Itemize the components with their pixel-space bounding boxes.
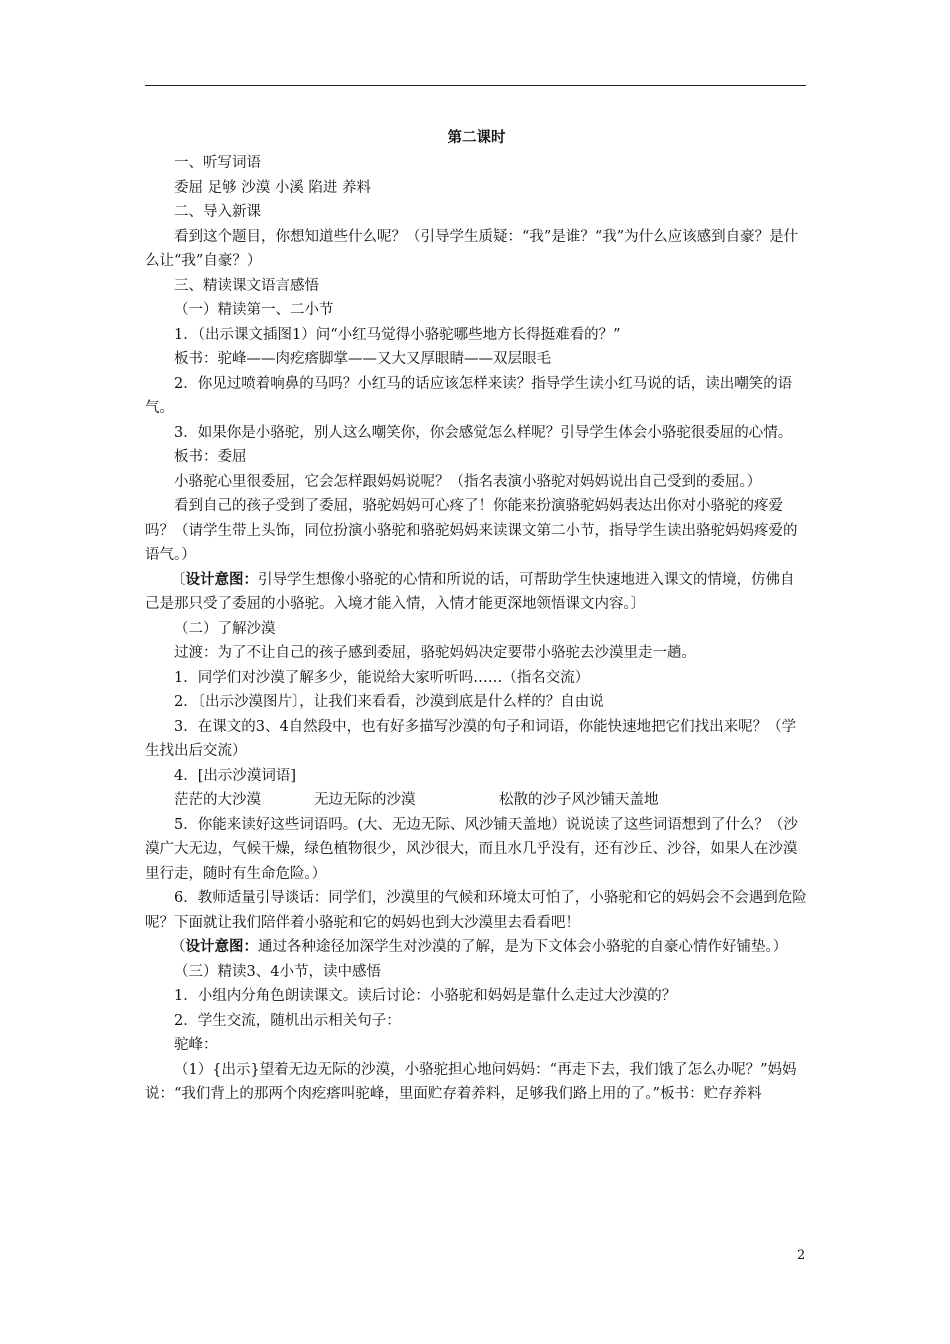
header-rule bbox=[145, 85, 806, 86]
section-heading: 二、导入新课 bbox=[174, 204, 261, 220]
board-note: 板书：委屈 bbox=[174, 449, 247, 465]
paragraph: 过渡：为了不让自己的孩子感到委屈，骆驼妈妈决定要带小骆驼去沙漠里走一趟。 bbox=[174, 645, 696, 661]
intent-text: 通过各种途径加深学生对沙漠的了解，是为下文体会小骆驼的自豪心情作好铺垫。） bbox=[258, 939, 788, 955]
paragraph: 2．你见过喷着响鼻的马吗？小红马的话应该怎样来读？指导学生读小红马说的话，读出嘲笑的语气。 bbox=[145, 375, 793, 416]
paragraph: 2．〔出示沙漠图片〕，让我们来看看，沙漠到底是什么样的？自由说 bbox=[174, 694, 604, 710]
section-heading: 三、精读课文语言感悟 bbox=[174, 277, 319, 294]
dictation-words: 委屈 足够 沙漠 小溪 陷进 养料 bbox=[174, 179, 372, 196]
paragraph: 看到自己的孩子受到了委屈，骆驼妈妈可心疼了！你能来扮演骆驼妈妈表达出你对小骆驼的疼爱吗？（请学生带上头饰，同位扮演小骆驼和骆驼妈妈来读课文第二小节，指导学生读出骆驼妈妈疼爱的语气。） bbox=[145, 498, 798, 563]
paragraph: 驼峰： bbox=[174, 1037, 218, 1053]
intent-label: 设计意图： bbox=[185, 570, 258, 588]
desert-words bbox=[145, 788, 808, 813]
subsection-heading: （一）精读第一、二小节 bbox=[174, 302, 334, 318]
design-intent-note bbox=[145, 935, 808, 960]
desert-word: 茫茫的大沙漠 bbox=[174, 792, 261, 808]
paragraph: 3．在课文的3、4自然段中，也有好多描写沙漠的句子和词语，你能快速地把它们找出来呢？（学生找出后交流） bbox=[145, 718, 797, 759]
paragraph: 小骆驼心里很委屈，它会怎样跟妈妈说呢？（指名表演小骆驼对妈妈说出自己受到的委屈。） bbox=[174, 473, 762, 490]
paragraph: 1．小组内分角色朗读课文。读后讨论：小骆驼和妈妈是靠什么走过大沙漠的？ bbox=[174, 988, 677, 1004]
paragraph: 3．如果你是小骆驼，别人这么嘲笑你，你会感觉怎么样呢？引导学生体会小骆驼很委屈的心情。 bbox=[174, 424, 793, 441]
desert-word: 松散的沙子风沙铺天盖地 bbox=[499, 792, 659, 808]
document-body bbox=[145, 125, 808, 1107]
design-intent-note bbox=[145, 568, 808, 617]
intent-bracket: 〔 bbox=[171, 571, 186, 588]
lesson-title: 第二课时 bbox=[447, 129, 506, 146]
paragraph: 1．同学们对沙漠了解多少，能说给大家听听吗……（指名交流） bbox=[174, 669, 590, 686]
paragraph: 1．（出示课文插图1）问“小红马觉得小骆驼哪些地方长得挺难看的？” bbox=[174, 326, 621, 343]
paragraph: 6．教师适量引导谈话：同学们，沙漠里的气候和环境太可怕了，小骆驼和它的妈妈会不会遇到危险呢？下面就让我们陪伴着小骆驼和它的妈妈也到大沙漠里去看看吧！ bbox=[145, 890, 807, 931]
page-number: 2 bbox=[797, 1248, 806, 1263]
subsection-heading: （二）了解沙漠 bbox=[174, 620, 276, 637]
board-note: 板书：驼峰——肉疙瘩脚掌——又大又厚眼睛——双层眼毛 bbox=[174, 351, 551, 367]
desert-word: 无边无际的沙漠 bbox=[314, 792, 416, 808]
paragraph: （1）{出示}望着无边无际的沙漠，小骆驼担心地问妈妈：“再走下去，我们饿了怎么办呢？”妈妈说：“我们背上的那两个肉疙瘩叫驼峰，里面贮存着养料，足够我们路上用的了。”板书：贮存养料 bbox=[145, 1061, 797, 1102]
paragraph: 2．学生交流，随机出示相关句子： bbox=[174, 1012, 401, 1029]
paragraph: 5．你能来读好这些词语吗。(大、无边无际、风沙铺天盖地）说说读了这些词语想到了什么？（沙漠广大无边，气候干燥，绿色植物很少，风沙很大，而且水几乎没有，还有沙丘、沙谷，如果人在沙漠里行走，随时有生命危险。） bbox=[145, 816, 798, 882]
intent-text: 引导学生想像小骆驼的心情和所说的话，可帮助学生快速地进入课文的情境，仿佛自己是那只受了委屈的小骆驼。入境才能入情，入情才能更深地领悟课文内容。〕 bbox=[145, 571, 795, 612]
paragraph: 4．[出示沙漠词语] bbox=[174, 767, 297, 784]
intent-label: 设计意图： bbox=[185, 938, 258, 955]
subsection-heading: （三）精读3、4小节，读中感悟 bbox=[174, 963, 381, 980]
paragraph: 看到这个题目，你想知道些什么呢？（引导学生质疑：“我”是谁？“我”为什么应该感到自豪？是什么让“我”自豪？） bbox=[145, 228, 799, 269]
section-heading: 一、听写词语 bbox=[174, 155, 261, 171]
intent-bracket: （ bbox=[171, 939, 186, 955]
